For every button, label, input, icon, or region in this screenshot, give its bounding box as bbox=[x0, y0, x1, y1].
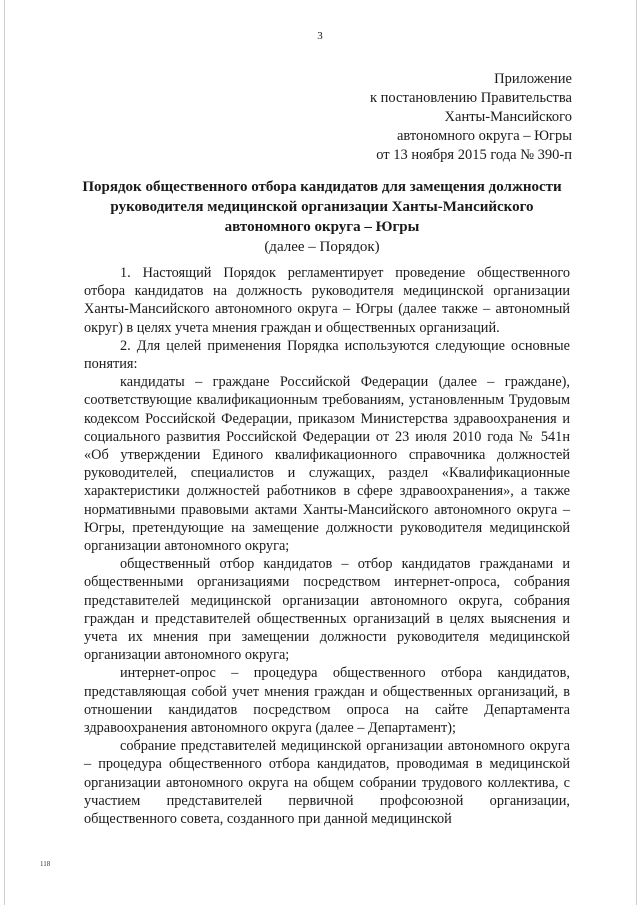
paragraph: 1. Настоящий Порядок регламентирует проведение общественного отбора кандидатов на должность руководителя медицинской организации Ханты-Мансийского автономного округа – Югры (далее также – автономный округ) в целях учета мнения граждан и общественных организаций. bbox=[84, 265, 570, 336]
appendix-line: к постановлению Правительства bbox=[370, 90, 572, 106]
appendix-block bbox=[242, 70, 572, 165]
paragraph: кандидаты – граждане Российской Федерации (далее – граждане), соответствующие квалификационным требованиям, установленным Трудовым кодексом Российской Федерации, приказом Министерства здравоохранения и социального развития Российской Федерации от 23 июля 2010 года № 541н «Об утверждении Единого квалификационного справочника должностей руководителей, специалистов и служащих, раздел «Квалификационные характеристики должностей работников в сфере здравоохранения», а также нормативными правовыми актами Ханты-Мансийского автономного округа – Югры, претендующие на замещение должности руководителя медицинской организации автономного округа; bbox=[84, 374, 570, 555]
scan-edge-right bbox=[636, 0, 637, 905]
paragraph: общественный отбор кандидатов – отбор кандидатов гражданами и общественными организациями посредством интернет-опроса, собрания представителей медицинской организации автономного округа, собрания граждан и представителей общественных организаций в целях выяснения и учета их мнения при замещении должности руководителя медицинской организации автономного округа; bbox=[84, 556, 570, 664]
paragraph: собрание представителей медицинской организации автономного округа – процедура общественного отбора кандидатов, проводимая в медицинской организации автономного округа на общем собрании трудового коллектива, с участием представителей первичной профсоюзной организации, общественного совета, созданного при данной медицинской bbox=[84, 738, 570, 828]
scan-edge-left bbox=[4, 0, 5, 905]
document-title bbox=[78, 177, 566, 257]
document-body bbox=[84, 264, 570, 828]
appendix-line: от 13 ноября 2015 года № 390-п bbox=[376, 147, 572, 163]
appendix-line: Ханты-Мансийского bbox=[444, 109, 572, 125]
paragraph: 2. Для целей применения Порядка используются следующие основные понятия: bbox=[84, 337, 570, 373]
title-line: Порядок общественного отбора кандидатов для замещения должности bbox=[82, 179, 562, 195]
appendix-line: Приложение bbox=[494, 71, 572, 87]
paragraph: интернет-опрос – процедура общественного отбора кандидатов, представляющая собой учет мнения граждан и общественных организаций, в отношении кандидатов посредством опроса на сайте Департамента здравоохранения автономного округа (далее – Департамент); bbox=[84, 665, 570, 737]
footer-mark: 118 bbox=[40, 860, 51, 868]
title-subline: (далее – Порядок) bbox=[264, 239, 380, 255]
title-line: автономного округа – Югры bbox=[224, 219, 420, 235]
page-number: 3 bbox=[317, 30, 323, 42]
appendix-line: автономного округа – Югры bbox=[396, 128, 572, 144]
title-line: руководителя медицинской организации Ханты-Мансийского bbox=[110, 199, 534, 215]
